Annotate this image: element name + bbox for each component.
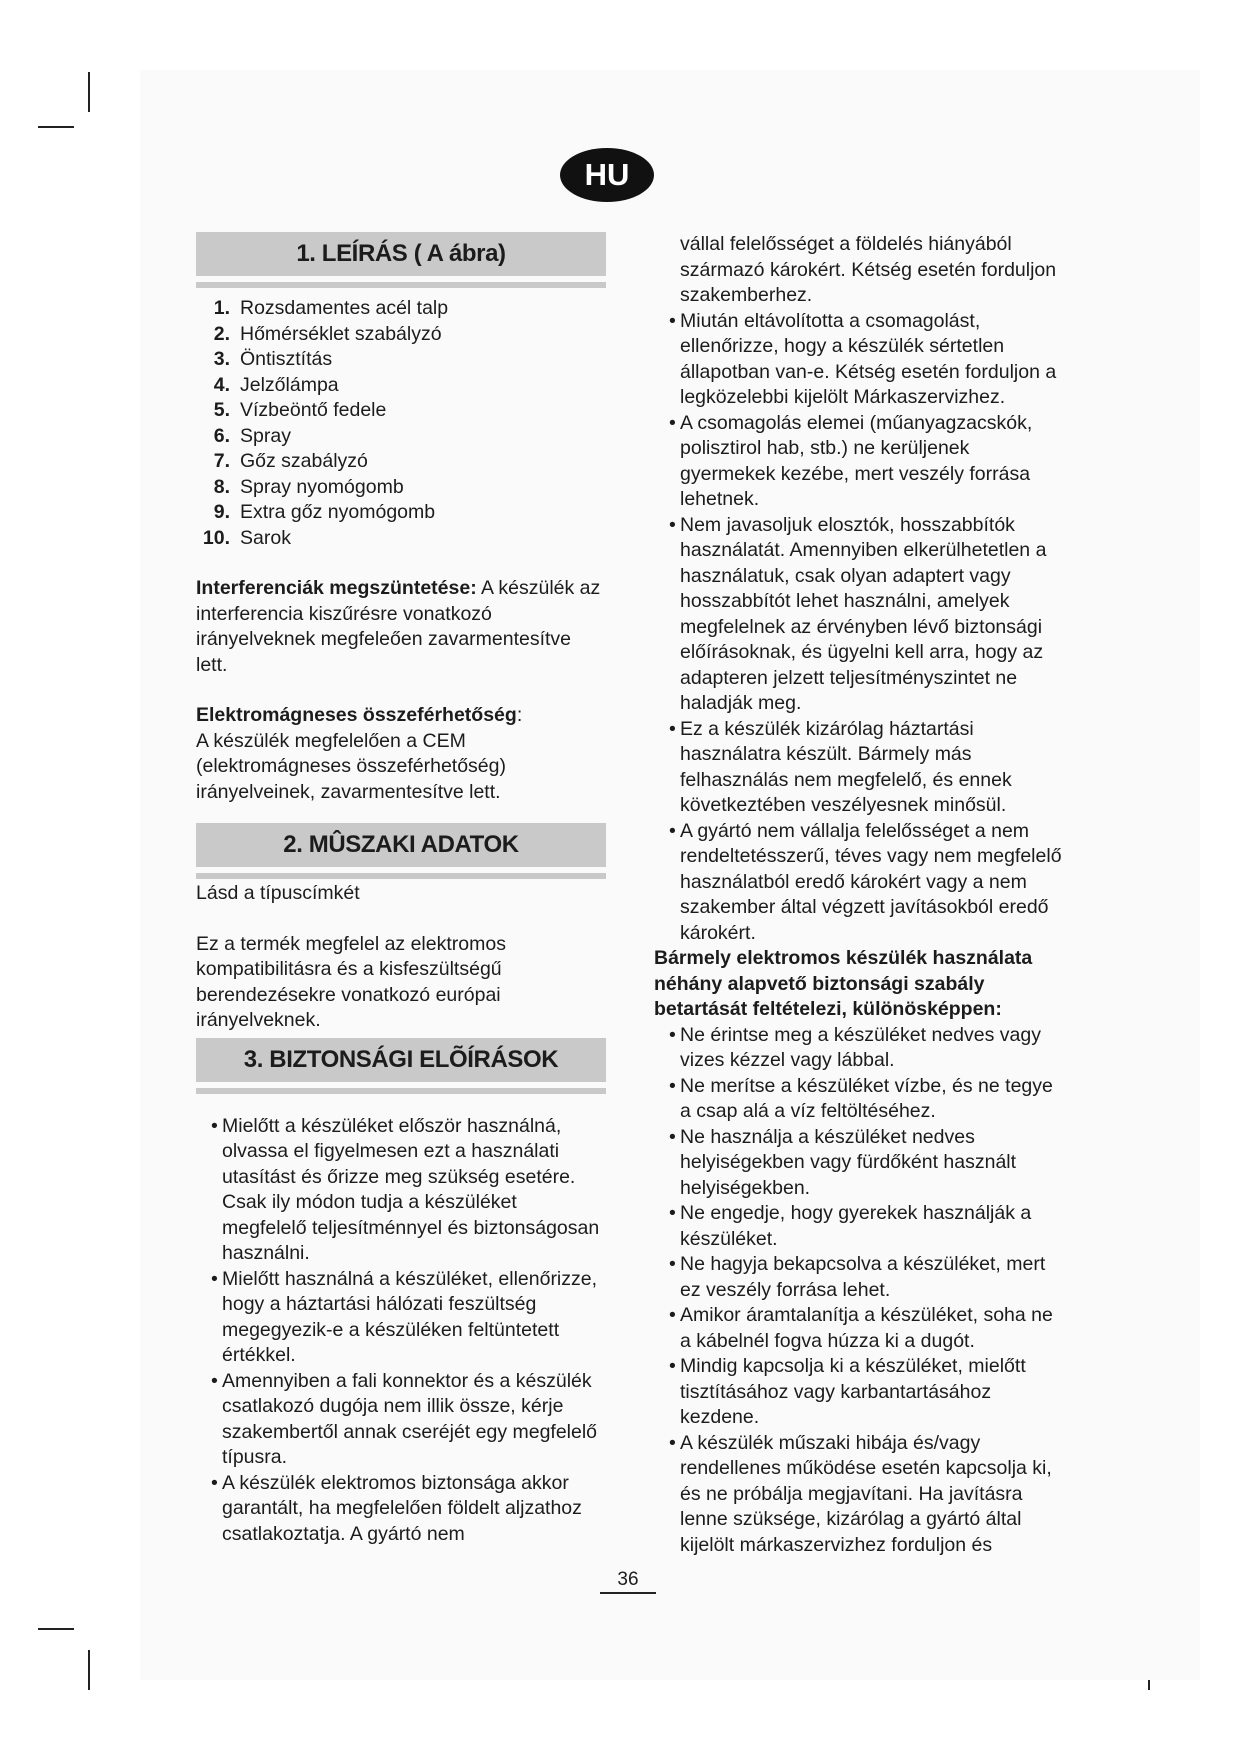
item-label: Vízbeöntő fedele (240, 399, 387, 421)
description-item (196, 500, 606, 526)
bullet-icon: • (669, 717, 676, 740)
crop-mark (88, 1650, 90, 1690)
language-badge: HU (560, 148, 654, 202)
item-label: Sarok (240, 526, 291, 549)
bullet-icon: • (669, 1125, 676, 1148)
item-label: Jelzőlámpa (240, 373, 339, 396)
bullet-icon: • (669, 513, 676, 536)
compliance-text: Ez a termék megfelel az elektromos kompatibilitásra és a kisfeszültségű berendezésekre vonatkozó európai irányelveknek. (196, 932, 506, 1031)
emc-paragraph (196, 703, 606, 805)
bullet-text: Mielőtt használná a készüléket, ellenőrizze, hogy a háztartási hálózati feszültség megegyezik-e a készüléken feltüntetett értékkel. (222, 1267, 598, 1366)
item-number: 5. (213, 399, 230, 421)
bullet-item (654, 1201, 1064, 1252)
bullet-icon: • (669, 1304, 676, 1326)
description-item (196, 322, 606, 348)
emc-colon: : (516, 704, 523, 726)
bullet-icon: • (669, 1431, 676, 1454)
bullet-text: Mindig kapcsolja ki a készüléket, mielőtt tisztításához vagy karbantartásához kezdene. (680, 1355, 1026, 1428)
spec-line: Lásd a típuscímkét (196, 882, 360, 904)
item-number: 6. (213, 424, 230, 447)
bullet-icon: • (669, 411, 676, 434)
item-label: Öntisztítás (240, 348, 333, 370)
bullet-item (654, 513, 1064, 717)
bullet-item (654, 1074, 1064, 1125)
bullet-item (196, 1369, 606, 1471)
bullet-icon: • (669, 1355, 676, 1377)
emc-text: A készülék megfelelően a CEM (elektromágneses összeférhetőség) irányelveinek, zavarmentesítve lett. (196, 729, 506, 803)
bullet-item (654, 1431, 1064, 1559)
safety-list-right-b (654, 1023, 1064, 1559)
item-number: 2. (213, 322, 230, 345)
bullet-item (654, 819, 1064, 947)
item-label: Rozsdamentes acél talp (240, 297, 449, 319)
item-label: Extra gőz nyomógomb (240, 501, 436, 523)
bullet-icon: • (211, 1267, 218, 1290)
bullet-text: A készülék elektromos biztonsága akkor garantált, ha megfelelően földelt aljzathoz csatlakoztatja. A gyártó nem (222, 1471, 582, 1545)
bullet-text: Ne hagyja bekapcsolva a készüléket, mert ez veszély forrása lehet. (680, 1253, 1046, 1301)
bullet-icon: • (669, 1253, 676, 1275)
bullet-text: Amennyiben a fali konnektor és a készülék csatlakozó dugója nem illik össze, kérje szakembertől annak cseréjét egy megfelelő típusra. (222, 1369, 598, 1468)
item-number: 9. (213, 501, 230, 523)
description-item (196, 347, 606, 373)
bullet-text: Ne érintse meg a készüléket nedves vagy vizes kézzel vagy lábbal. (680, 1023, 1041, 1071)
description-item (196, 475, 606, 501)
emc-label: Elektromágneses összeférhetőség (196, 704, 517, 726)
bullet-text: A csomagolás elemei (műanyagzacskók, polisztirol hab, stb.) ne kerüljenek gyermekek kezébe, mert veszély forrása lehetnek. (680, 411, 1033, 510)
bullet-item (654, 1252, 1064, 1303)
description-item (196, 373, 606, 399)
item-label: Gőz szabályzó (240, 450, 368, 472)
item-label: Spray nyomógomb (240, 475, 404, 498)
item-number: 8. (213, 475, 230, 498)
item-label: Spray (240, 424, 291, 447)
item-number: 4. (213, 373, 230, 396)
bullet-text: Ez a készülék kizárólag háztartási használatra készült. Bármely más felhasználás nem megfelelő, és ennek következtében veszélyesnek minősül. (680, 717, 1012, 816)
bullet-icon: • (669, 309, 676, 332)
bullet-text: Ne merítse a készüléket vízbe, és ne tegye a csap alá a víz feltöltéséhez. (680, 1074, 1053, 1122)
left-column (196, 232, 606, 1547)
bullet-item (654, 411, 1064, 513)
bullet-icon: • (669, 1202, 676, 1224)
right-column (654, 232, 1064, 1558)
item-number: 7. (213, 450, 230, 472)
safety-list-right-a (654, 309, 1064, 947)
bullet-icon: • (211, 1114, 218, 1137)
bullet-item (654, 1303, 1064, 1354)
crop-mark (88, 72, 90, 112)
safety-note: Bármely elektromos készülék használata néhány alapvető biztonsági szabály betartását feltételezi, különösképpen: (654, 947, 1033, 1020)
bullet-item (196, 1114, 606, 1267)
interference-label: Interferenciák megszüntetése: (196, 577, 477, 599)
description-item (196, 296, 606, 322)
bullet-text: Miután eltávolította a csomagolást, ellenőrizze, hogy a készülék sértetlen állapotban van-e. Kétség esetén forduljon a legközelebbi kijelölt Márkaszervizhez. (680, 309, 1057, 408)
description-item (196, 526, 606, 552)
description-item (196, 449, 606, 475)
bullet-text: Nem javasoljuk elosztók, hosszabbítók használatát. Amennyiben elkerülhetetlen a használatuk, csak olyan adaptert vagy hosszabbítót lehet használni, amelyek megfelelnek az érvényben lévő biztonsági előírásoknak, és ügyelni kell arra, hogy az adapteren jelzett teljesítményszintet ne haladják meg. (680, 513, 1047, 714)
description-list (196, 296, 606, 551)
section2-heading: 2. MÛSZAKI ADATOK (196, 823, 606, 867)
item-label: Hőmérséklet szabályzó (240, 322, 442, 345)
safety-list-left (196, 1114, 606, 1548)
interference-text: A készülék az interferencia kiszűrésre vonatkozó irányelveknek megfeleően zavarmentesítve lett. (196, 577, 601, 676)
interference-paragraph (196, 576, 606, 678)
bullet-icon: • (669, 1023, 676, 1046)
item-number: 3. (213, 348, 230, 370)
description-item (196, 398, 606, 424)
bullet-text: A gyártó nem vállalja felelősséget a nem rendeltetésszerű, téves vagy nem megfelelő használatból eredő károkért vagy a nem szakember által végzett javításokból eredő károkért. (680, 819, 1062, 944)
bullet-item (654, 1125, 1064, 1202)
crop-mark (38, 126, 74, 128)
bullet-item (196, 1267, 606, 1369)
bullet-text: Ne engedje, hogy gyerekek használják a készüléket. (680, 1202, 1032, 1250)
description-item (196, 424, 606, 450)
crop-mark (38, 1628, 74, 1630)
bullet-text: Mielőtt a készüléket először használná, olvassa el figyelmesen ezt a használati utasítást és őrizze meg szükség esetére. Csak ily módon tudja a készüléket megfelelő teljesítménnyel és biztonságosan használni. (222, 1114, 600, 1264)
section3-heading: 3. BIZTONSÁGI ELÕÍRÁSOK (196, 1038, 606, 1082)
bullet-text: A készülék műszaki hibája és/vagy rendellenes működése esetén kapcsolja ki, és ne próbálja megjavítani. Ha javításra lenne szüksége, kizárólag a gyártó által kijelölt márkaszervizhez forduljon és (680, 1431, 1052, 1556)
bullet-icon: • (669, 1074, 676, 1097)
bullet-item (654, 1023, 1064, 1074)
bullet-item (654, 309, 1064, 411)
page-number: 36 (600, 1568, 656, 1594)
continuation-text: vállal felelősséget a földelés hiányából származó károkért. Kétség esetén forduljon szakemberhez. (680, 233, 1057, 306)
item-number: 10. (202, 526, 230, 549)
bullet-item (654, 1354, 1064, 1431)
item-number: 1. (213, 297, 230, 319)
bullet-icon: • (211, 1471, 218, 1494)
section1-heading: 1. LEÍRÁS ( A ábra) (196, 232, 606, 276)
bullet-icon: • (669, 819, 676, 842)
bullet-item (196, 1471, 606, 1548)
bullet-text: Amikor áramtalanítja a készüléket, soha ne a kábelnél fogva húzza ki a dugót. (680, 1304, 1053, 1352)
bullet-item (654, 717, 1064, 819)
bullet-text: Ne használja a készüléket nedves helyiségekben vagy fürdőként használt helyiségekben. (680, 1125, 1017, 1199)
bullet-icon: • (211, 1369, 218, 1392)
